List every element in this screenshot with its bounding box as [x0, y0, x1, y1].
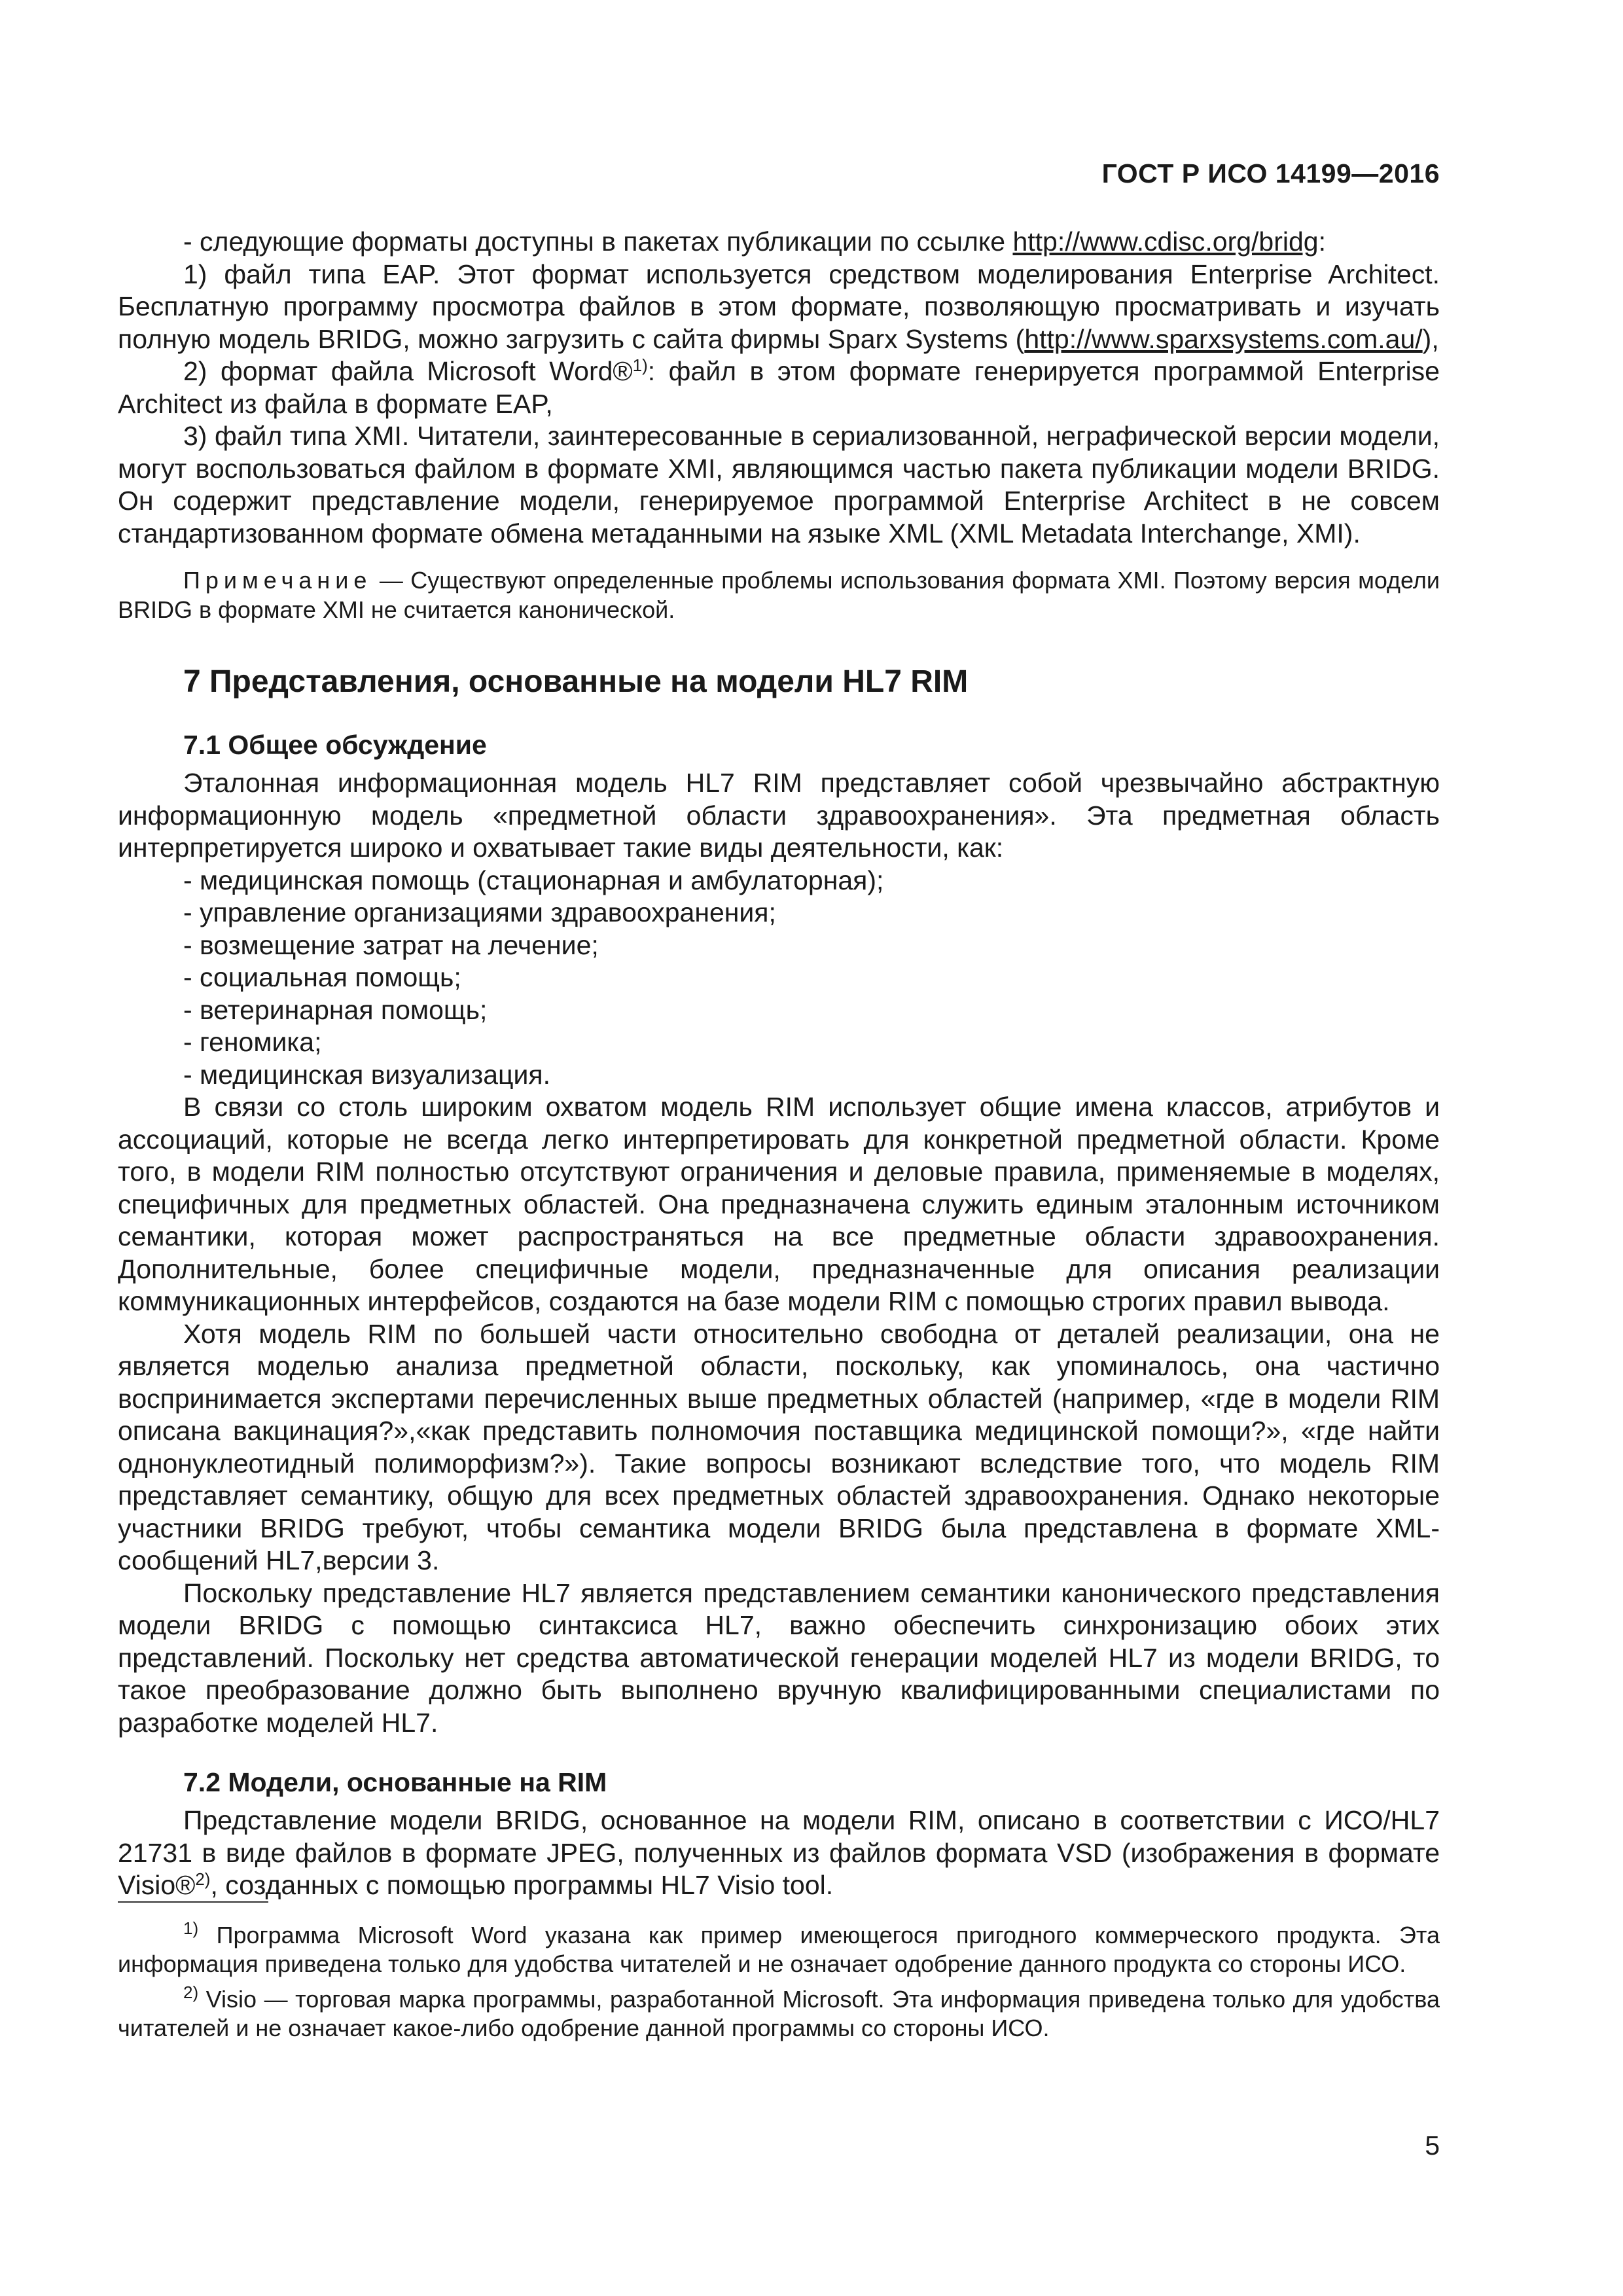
section-7-heading: 7 Представления, основанные на модели HL7 RIM [183, 664, 969, 699]
standard-header: ГОСТ Р ИСО 14199—2016 [1101, 158, 1440, 188]
section-7-1-para-1: Эталонная информационная модель HL7 RIM представляет собой чрезвычайно абстрактную информационную модель «предметной области здравоохранения». Эта предметная область интерпретируется широко и охватывает такие виды деятельности, как: [118, 768, 1440, 863]
section-7-1-heading: 7.1 Общее обсуждение [183, 730, 487, 760]
format-item-word [118, 355, 1440, 420]
section-7-2-para [118, 1804, 1440, 1902]
footnote-mark: 2) [183, 1982, 199, 2002]
body-text [118, 226, 1440, 1902]
list-item: - ветеринарная помощь; [183, 994, 488, 1025]
section-7-1-para-2: В связи со столь широким охватом модель RIM использует общие имена классов, атрибутов и ассоциаций, которые не всегда легко интерпретировать для конкретной предметной области. Кроме того, в модели RIM полностью отсутствуют ограничения и деловые правила, применяемые в моделях, специфичных для предметных областей. Она предназначена служить единым эталонным источником семантики, которая может распространяться на все предметные области здравоохранения. Дополнительные, более специфичные модели, предназначенные для описания реализации коммуникационных интерфейсов, создаются на базе модели RIM с помощью строгих правил вывода. [118, 1092, 1440, 1316]
format-item-xmi: 3) файл типа XMI. Читатели, заинтересованные в сериализованной, неграфической версии модели, могут воспользоваться файлом в формате XMI, являющимся частью пакета публикации модели BRIDG. Он содержит представление модели, генерируемое программой Enterprise Architect в не совсем стандартизованном формате обмена метаданными на языке XML (XML Metadata Interchange, XMI). [118, 421, 1440, 548]
footnote-mark: 1) [183, 1918, 199, 1938]
footnote-1 [118, 1918, 1440, 1979]
document-page [118, 0, 1440, 2296]
list-item: - медицинская визуализация. [183, 1059, 550, 1090]
list-item: - геномика; [183, 1027, 322, 1057]
section-7-2-heading: 7.2 Модели, основанные на RIM [183, 1767, 607, 1797]
format-item-word-text: 2) формат файла Microsoft Word® [183, 356, 633, 386]
formats-intro-line [118, 226, 1440, 259]
section-7-1-para-4: Поскольку представление HL7 является представлением семантики канонического представления модели BRIDG с помощью синтаксиса HL7, важно обеспечить синхронизацию обоих этих представлений. Поскольку нет средства автоматической генерации моделей HL7 из модели BRIDG, то такое преобразование должно быть выполнено вручную квалифицированными специалистами по разработке моделей HL7. [118, 1577, 1440, 1738]
format-item-eap-suffix: ), [1422, 323, 1439, 354]
sparx-link[interactable]: http://www.sparxsystems.com.au/ [1024, 323, 1423, 354]
page-number: 5 [1425, 2130, 1440, 2161]
format-item-word-suffix: : файл в этом формате генерируется программой Enterprise Architect из файла в формате EAP, [118, 356, 1440, 419]
list-item: - социальная помощь; [183, 962, 461, 992]
footnote-2 [118, 1982, 1440, 2043]
format-item-eap [118, 259, 1440, 356]
section-7-2-para-suffix: , созданных с помощью программы HL7 Visio tool. [210, 1870, 834, 1900]
list-item: - управление организациями здравоохранения; [183, 897, 776, 927]
note-paragraph [118, 565, 1440, 624]
footnote-ref-1[interactable]: 1) [632, 355, 648, 375]
format-item-eap-text: 1) файл типа EAP. Этот формат используется средством моделирования Enterprise Architect. Бесплатную программу просмотра файлов в этом формате, позволяющую просматривать и изучать полную модель BRIDG, можно загрузить с сайта фирмы Sparx Systems ( [118, 259, 1440, 354]
footnotes [118, 1918, 1440, 2049]
footnote-ref-2[interactable]: 2) [195, 1869, 211, 1889]
activity-list [118, 865, 1440, 1092]
list-item: - возмещение затрат на лечение; [183, 929, 599, 960]
formats-intro-suffix: : [1318, 226, 1327, 257]
footnote-text: Программа Microsoft Word указана как пример имеющегося пригодного коммерческого продукта. Эта информация приведена только для удобства читателей и не означает одобрение данного продукта со стороны ИСО. [118, 1922, 1440, 1977]
footnote-divider [118, 1901, 268, 1903]
footnote-text: Visio — торговая марка программы, разработанной Microsoft. Эта информация приведена только для удобства читателей и не означает какое-либо одобрение данной программы со стороны ИСО. [118, 1986, 1440, 2041]
list-item: - медицинская помощь (стационарная и амбулаторная); [183, 865, 884, 895]
formats-intro-prefix: - следующие форматы доступны в пакетах публикации по ссылке [183, 226, 1013, 257]
note-label: Примечание [183, 567, 372, 594]
section-7-2-para-text: Представление модели BRIDG, основанное на модели RIM, описано в соответствии с ИСО/HL7 21731 в виде файлов в формате JPEG, полученных из файлов формата VSD (изображения в формате Visio® [118, 1805, 1440, 1900]
note-text: — Существуют определенные проблемы использования формата XMI. Поэтому версия модели BRIDG в формате XMI не считается канонической. [118, 567, 1440, 623]
cdisc-link[interactable]: http://www.cdisc.org/bridg [1012, 226, 1319, 257]
section-7-1-para-3: Хотя модель RIM по большей части относительно свободна от деталей реализации, она не является моделью анализа предметной области, поскольку, как упоминалось, она частично воспринимается экспертами перечисленных выше предметных областей (например, «где в модели RIM описана вакцинация?»,«как представить полномочия поставщика медицинской помощи?», «где найти однонуклеотидный полиморфизм?»). Такие вопросы возникают вследствие того, что модель RIM представляет семантику, общую для всех предметных областей здравоохранения. Однако некоторые участники BRIDG требуют, чтобы семантика модели BRIDG была представлена в формате XML-сообщений HL7,версии 3. [118, 1318, 1440, 1575]
